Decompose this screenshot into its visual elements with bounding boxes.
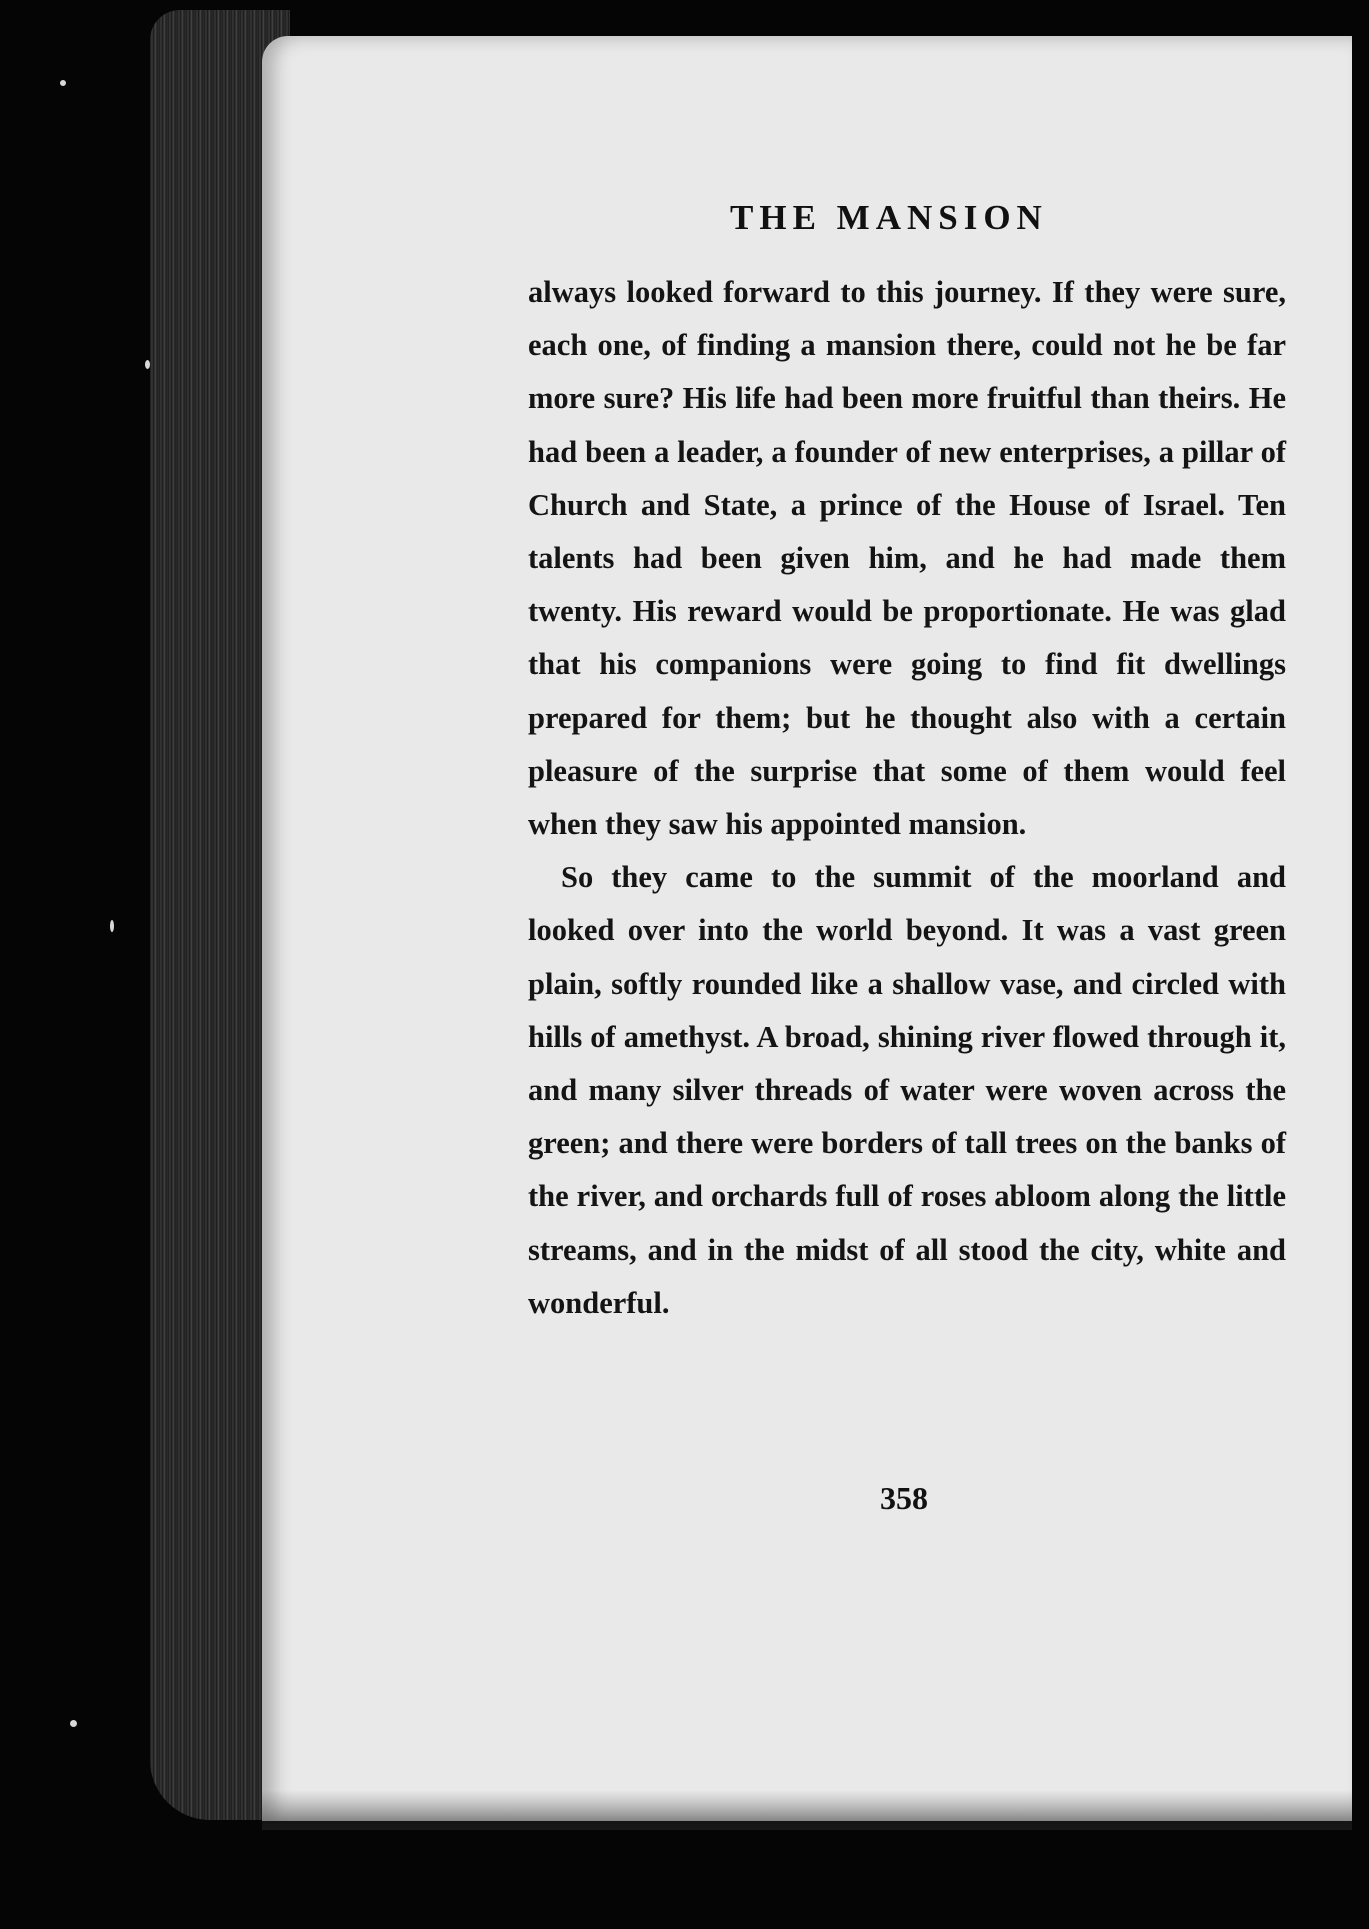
dust-speck — [60, 80, 66, 86]
dust-speck — [145, 360, 150, 369]
body-text — [528, 266, 1286, 1330]
paragraph: So they came to the summit of the moorland and looked over into the world beyond. It was a vast green plain, softly rounded like a shallow vase, and circled with hills of amethyst. A broad, shining river flowed through it, and many silver threads of water were woven across the green; and there were borders of tall trees on the banks of the river, and orchards full of roses abloom along the little streams, and in the midst of all stood the city, white and wonderful. — [528, 860, 1286, 1320]
page-number: 358 — [880, 1480, 928, 1516]
paragraph: always looked forward to this journey. If they were sure, each one, of finding a mansion there, could not he be far more sure? His life had been more fruitful than theirs. He had been a leader, a founder of new enterprises, a pillar of Church and State, a prince of the House of Israel. Ten talents had been given him, and he had made them twenty. His reward would be proportionate. He was glad that his companions were going to find fit dwellings prepared for them; but he thought also with a certain pleasure of the surprise that some of them would feel when they saw his appointed mansion. — [528, 275, 1286, 842]
dust-speck — [110, 920, 114, 932]
running-head: THE MANSION — [730, 198, 1048, 237]
page-bottom-shadow — [262, 1790, 1352, 1830]
dust-speck — [70, 1720, 77, 1727]
